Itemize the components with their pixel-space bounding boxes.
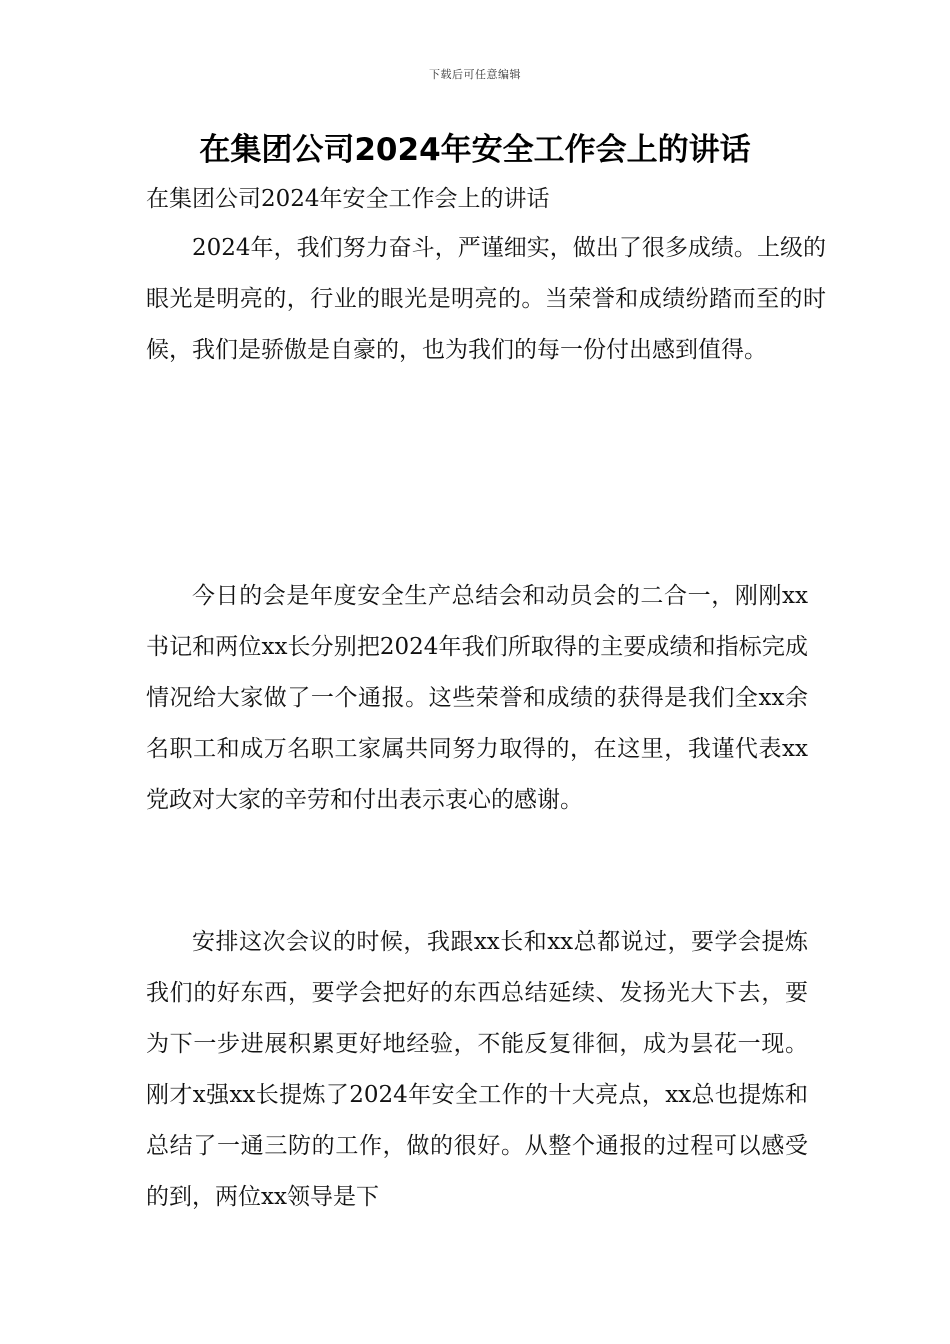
body-paragraph-1: 2024年，我们努力奋斗，严谨细实，做出了很多成绩。上级的眼光是明亮的，行业的眼光是明亮的。当荣誉和成绩纷踏而至的时候，我们是骄傲是自豪的，也为我们的每一份付出感到值得。 <box>146 235 826 363</box>
body-paragraph-3: 安排这次会议的时候，我跟xx长和xx总都说过，要学会提炼我们的好东西，要学会把好的东西总结延续、发扬光大下去，要为下一步进展积累更好地经验，不能反复徘徊，成为昙花一现。刚才x强xx长提炼了2024年安全工作的十大亮点，xx总也提炼和总结了一通三防的工作，做的很好。从整个通报的过程可以感受的到，两位xx领导是下 <box>146 929 808 1210</box>
document-subtitle: 在集团公司2024年安全工作会上的讲话 <box>146 186 550 212</box>
document-title: 在集团公司2024年安全工作会上的讲话 <box>199 132 751 168</box>
body-paragraph-2: 今日的会是年度安全生产总结会和动员会的二合一，刚刚xx书记和两位xx长分别把2024年我们所取得的主要成绩和指标完成情况给大家做了一个通报。这些荣誉和成绩的获得是我们全xx余名职工和成万名职工家属共同努力取得的，在这里，我谨代表xx党政对大家的辛劳和付出表示衷心的感谢。 <box>146 583 808 813</box>
header-note: 下载后可任意编辑 <box>429 68 521 81</box>
